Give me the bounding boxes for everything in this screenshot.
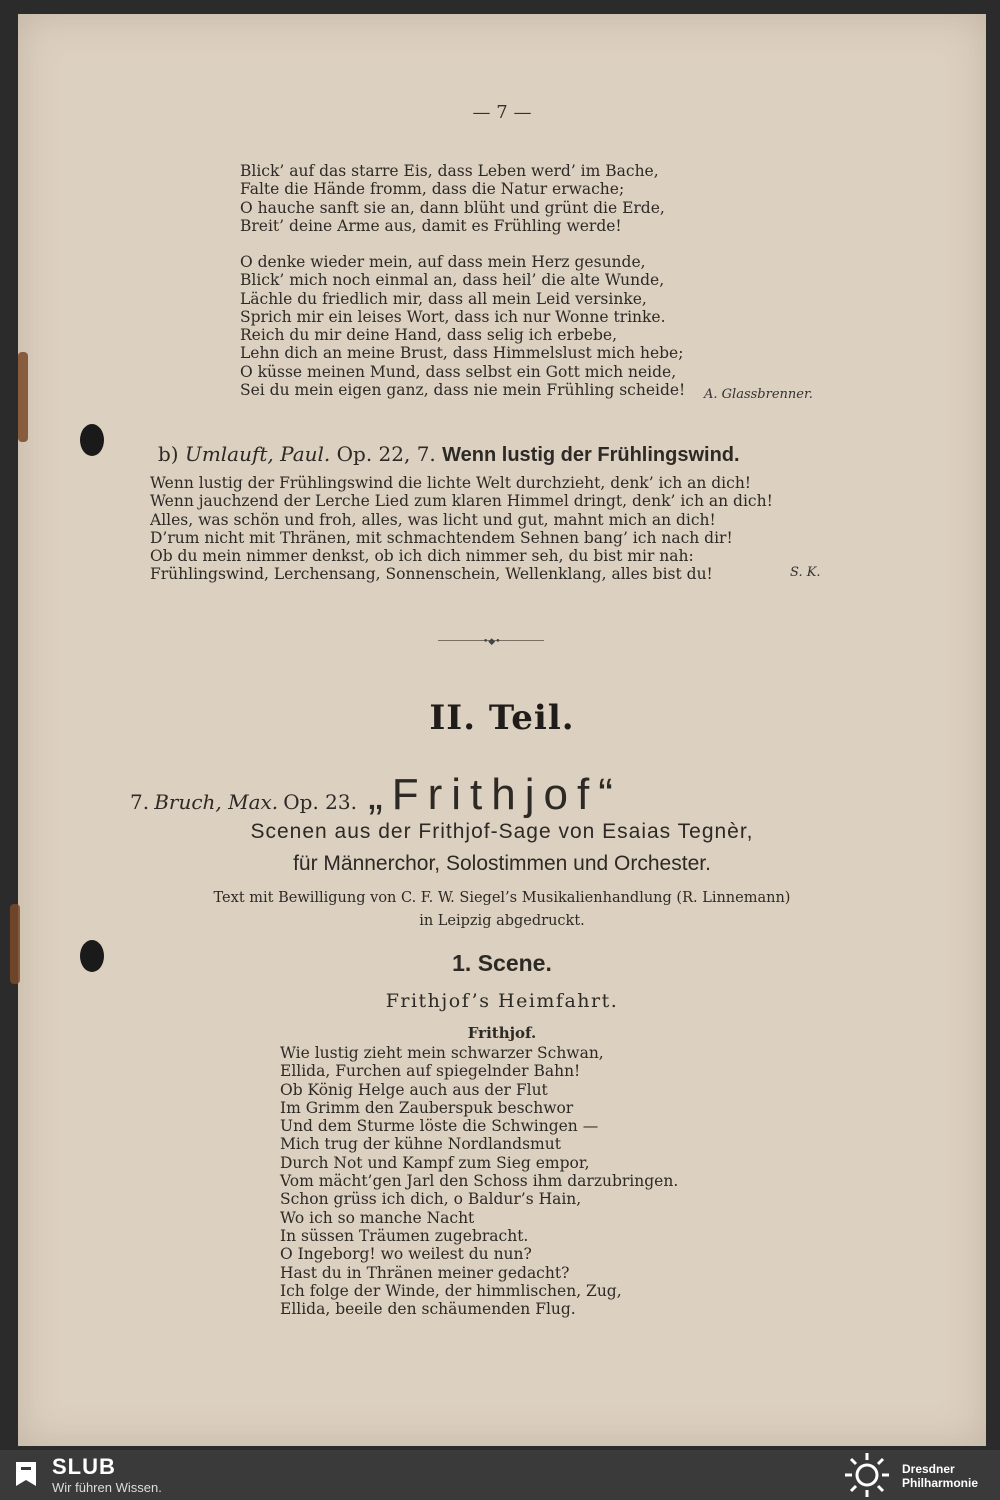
rust-stain: [18, 352, 28, 442]
poem-line: Wo ich so manche Nacht: [280, 1208, 475, 1227]
divider-ornament: •◆•: [483, 637, 501, 647]
work-title: „Frithjof“: [368, 770, 622, 819]
permission-line-1: Text mit Bewilligung von C. F. W. Siegel’s Musikalienhandlung (R. Linnemann): [213, 890, 791, 906]
slub-logo-name[interactable]: SLUB: [52, 1454, 116, 1479]
poem-line: Ellida, beeile den schäumenden Flug.: [280, 1300, 576, 1319]
item-prefix: b): [158, 442, 179, 466]
poem-line: Ob du mein nimmer denkst, ob ich dich nimmer seh, du bist mir nah:: [150, 547, 694, 566]
poem-line: Wenn lustig der Frühlingswind die lichte Welt durchzieht, denk’ ich an dich!: [150, 474, 752, 492]
poem-b: [150, 474, 773, 584]
philharmonie-line-2: Philharmonie: [902, 1476, 979, 1490]
poem-line: Mich trug der kühne Nordlandsmut: [280, 1135, 561, 1154]
subtitle-line-2: für Männerchor, Solostimmen und Orchester.: [293, 852, 711, 875]
poem-line: Alles, was schön und froh, alles, was licht und gut, mahnt mich an dich!: [150, 510, 716, 529]
item-number: 7.: [130, 790, 150, 814]
poem-line: Lächle du friedlich mir, dass all mein Leid versinke,: [240, 289, 647, 308]
poem-line: Ich folge der Winde, der himmlischen, Zug,: [280, 1281, 622, 1300]
poem-line: O hauche sanft sie an, dann blüht und grünt die Erde,: [240, 198, 665, 217]
poem-line: Sei du mein eigen ganz, dass nie mein Frühling scheide!: [240, 381, 686, 400]
poem-line: Schon grüss ich dich, o Baldur’s Hain,: [280, 1190, 582, 1209]
poem-line: Blick’ mich noch einmal an, dass heil’ die alte Wunde,: [240, 271, 665, 290]
poem-line: Falte die Hände fromm, dass die Natur erwache;: [240, 180, 625, 199]
opus-number: Op. 22, 7.: [336, 442, 436, 466]
scene-title: 1. Scene.: [452, 950, 552, 976]
poem-line: O denke wieder mein, auf dass mein Herz gesunde,: [240, 253, 646, 271]
poem-signature: A. Glassbrenner.: [704, 387, 813, 402]
composer-name: Bruch, Max.: [154, 790, 279, 814]
permission-line-2: in Leipzig abgedruckt.: [419, 913, 585, 929]
item-7-heading: [130, 770, 622, 820]
composer-name: Umlauft, Paul.: [184, 442, 331, 466]
scene-subtitle: Frithjof’s Heimfahrt.: [385, 990, 619, 1012]
poem-line: Sprich mir ein leises Wort, dass ich nur Wonne trinke.: [240, 307, 666, 326]
poem-line: Vom mächt’gen Jarl den Schoss ihm darzubringen.: [280, 1172, 679, 1191]
poem-line: Und dem Sturme löste die Schwingen —: [280, 1117, 599, 1136]
philharmonie-line-1: Dresdner: [902, 1462, 955, 1476]
song-title: Wenn lustig der Frühlingswind.: [442, 444, 740, 466]
document-page: [18, 14, 986, 1446]
philharmonie-logo-text[interactable]: [902, 1462, 978, 1490]
philharmonie-logo-icon[interactable]: [842, 1451, 892, 1499]
punch-hole: [80, 424, 104, 456]
poem-stanza-2: [240, 253, 685, 399]
poem-line: Durch Not und Kampf zum Sieg empor,: [280, 1153, 590, 1172]
footer-bar: [0, 1450, 1000, 1500]
part-title: II. Teil.: [429, 698, 575, 738]
poem-b-signature: S. K.: [790, 565, 821, 580]
poem-line: Blick’ auf das starre Eis, dass Leben werd’ im Bache,: [240, 162, 659, 180]
slub-logo-icon[interactable]: [12, 1458, 40, 1490]
poem-line: Im Grimm den Zauberspuk beschwor: [280, 1098, 574, 1117]
subtitle-line-1: Scenen aus der Frithjof-Sage von Esaias Tegnèr,: [250, 820, 754, 843]
poem-stanza-1: [240, 162, 665, 235]
poem-line: Hast du in Thränen meiner gedacht?: [280, 1263, 570, 1282]
poem-line: Frühlingswind, Lerchensang, Sonnenschein, Wellenklang, alles bist du!: [150, 565, 713, 584]
poem-line: Wenn jauchzend der Lerche Lied zum klaren Himmel dringt, denk’ ich an dich!: [150, 492, 773, 511]
opus-number: Op. 23.: [283, 790, 357, 814]
poem-line: O küsse meinen Mund, dass selbst ein Gott mich neide,: [240, 362, 677, 381]
poem-line: Ellida, Furchen auf spiegelnder Bahn!: [280, 1062, 581, 1081]
poem-line: O Ingeborg! wo weilest du nun?: [280, 1245, 532, 1264]
poem-line: Breit’ deine Arme aus, damit es Frühling werde!: [240, 216, 622, 235]
poem-line: Wie lustig zieht mein schwarzer Schwan,: [280, 1044, 604, 1062]
speaker-name: Frithjof.: [467, 1024, 537, 1042]
scene-text: [280, 1044, 678, 1318]
poem-line: In süssen Träumen zugebracht.: [280, 1226, 529, 1245]
item-b-heading: [158, 442, 740, 467]
poem-line: D’rum nicht mit Thränen, mit schmachtendem Sehnen bang’ ich nach dir!: [150, 528, 733, 547]
poem-line: Ob König Helge auch aus der Flut: [280, 1080, 548, 1099]
slub-tagline: Wir führen Wissen.: [52, 1480, 162, 1495]
poem-line: Reich du mir deine Hand, dass selig ich erbebe,: [240, 326, 618, 345]
poem-line: Lehn dich an meine Brust, dass Himmelslust mich hebe;: [240, 344, 684, 363]
page-number: — 7 —: [472, 102, 532, 123]
